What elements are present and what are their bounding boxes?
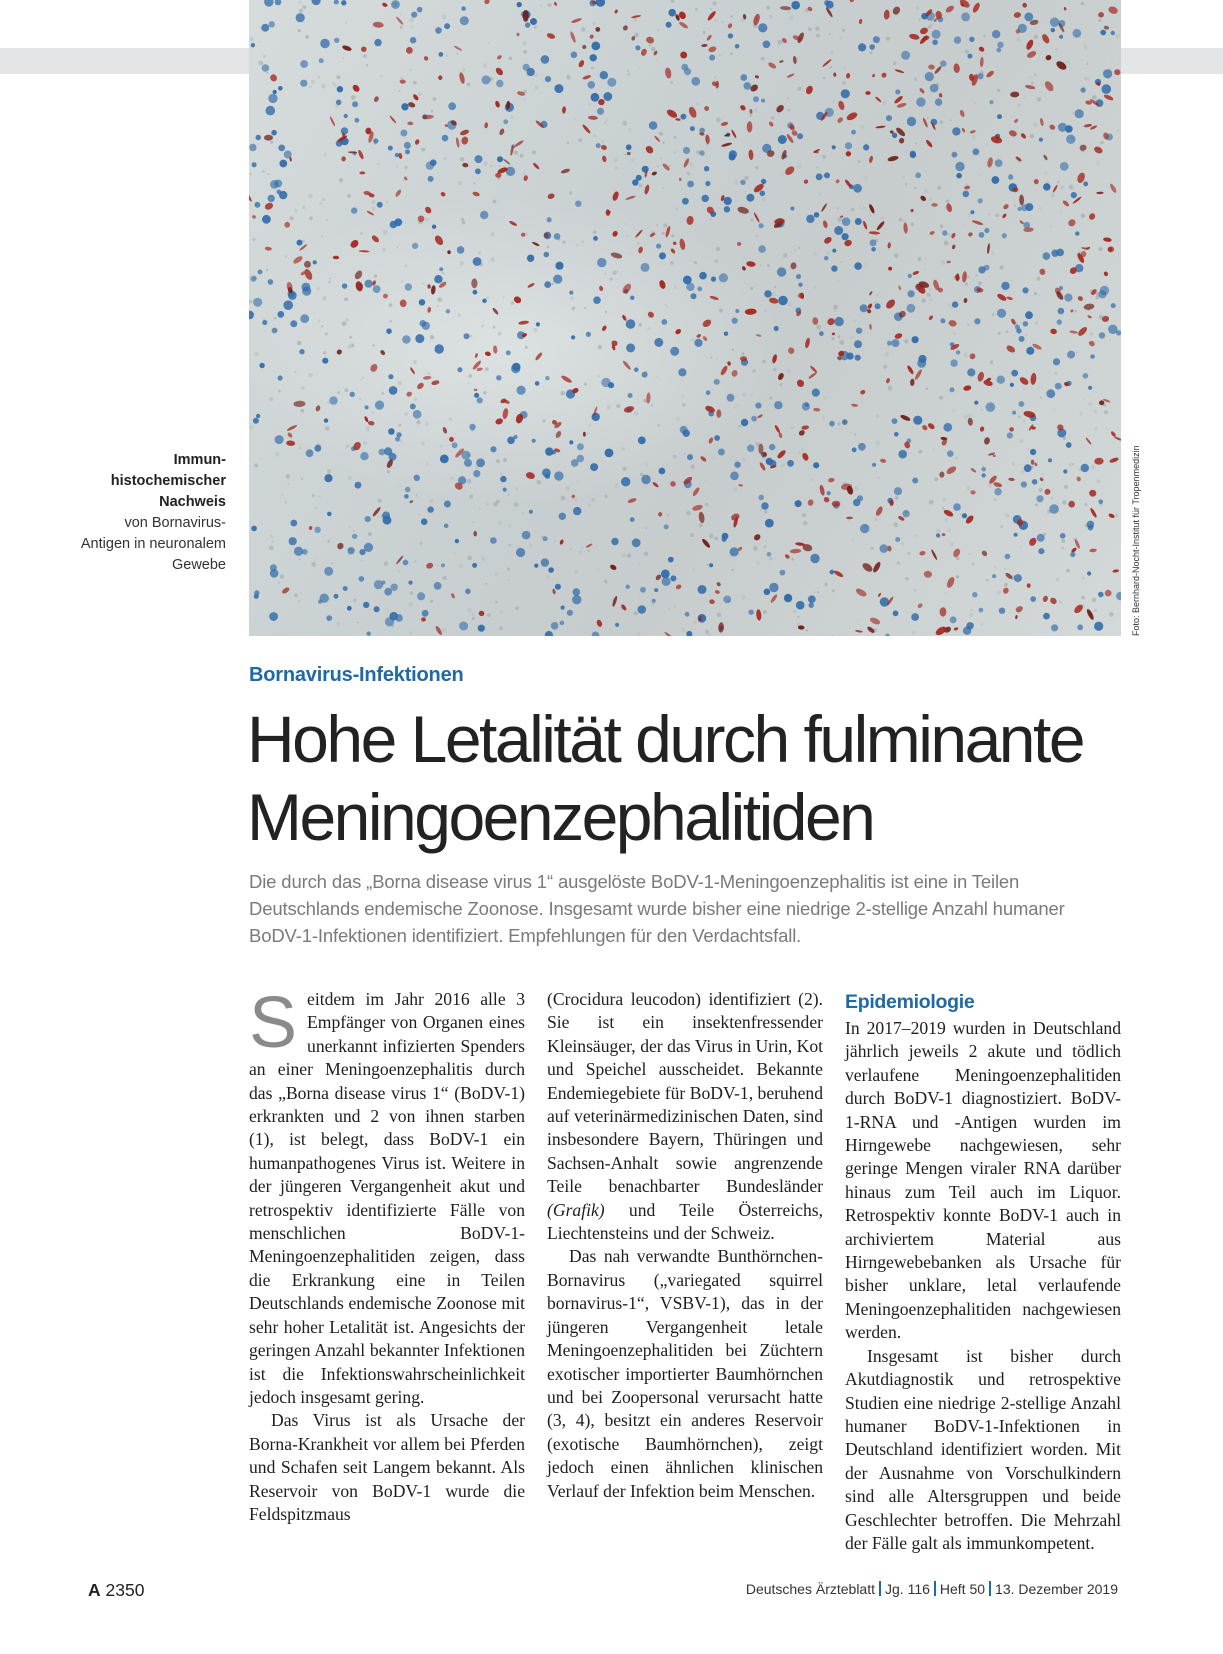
paragraph-2: Das Virus ist als Ursache der Borna-Krankheit vor allem bei Pferden und Schafen seit Langem bekannt. Als Reservoir von BoDV-1 wurde die Feldspitzmaus xyxy=(249,1410,525,1524)
paragraph-4: Das nah verwandte Bunthörnchen-Bornavirus („variegated squirrel bornavirus-1“, VSBV-1), das in der jüngeren Vergangenheit letale Meningoenzephalitiden bei Züchtern exotischer importierter Baumhörnchen und bei Zoopersonal verursacht hatte (3, 4), besitzt ein anderes Reservoir (exotische Baumhörnchen), zeigt jedoch einen ähnlichen klinischen Verlauf der Infektion beim Menschen. xyxy=(547,1246,823,1501)
caption-bold: Immun-histochemischer Nachweis xyxy=(110,452,226,510)
image-caption xyxy=(80,450,226,576)
paragraph-3a: (Crocidura leucodon) identifiziert (2). Sie ist ein insektenfressender Kleinsäuger, der das Virus in Urin, Kot und Speichel ausscheidet. Bekannte Endemiegebiete für BoDV-1, beruhend auf veterinärmedizinischen Daten, sind insbesondere Bayern, Thüringen und Sachsen-Anhalt sowie angrenzende Teile benachbarter Bundesländer xyxy=(547,989,823,1197)
article-lead: Die durch das „Borna disease virus 1“ ausgelöste BoDV-1-Meningoenzephalitis ist eine in Teilen Deutschlands endemische Zoonose. Insgesamt wurde bisher eine niedrige 2-stellige Anzahl humaner BoDV-1-Infektionen identifiziert. Empfehlungen für den Verdachtsfall. xyxy=(249,871,1065,946)
column-3 xyxy=(845,990,1121,1555)
paragraph-1 xyxy=(249,983,525,1409)
paragraph-6: Insgesamt ist bisher durch Akutdiagnostik und retrospektive Studien eine niedrige 2-stellige Anzahl humaner BoDV-1-Infektionen in Deutschland identifiziert worden. Mit der Ausnahme von Vorschulkindern sind alle Altersgruppen und beide Geschlechter betroffen. Die Mehrzahl der Fälle galt als immunkompetent. xyxy=(845,1345,1121,1553)
tissue-stain-pattern xyxy=(249,0,1121,636)
paragraph-5: In 2017–2019 wurden in Deutschland jährlich jeweils 2 akute und tödlich verlaufene Meningoenzephalitiden durch BoDV-1 diagnostiziert. BoDV-1-RNA und -Antigen wurden im Hirngewebe nachgewiesen, sehr geringe Mengen viraler RNA darüber hinaus zum Teil auch im Liquor. Retrospektiv konnte BoDV-1 auch in archiviertem Material aus Hirngewebebanken als Ursache für bisher unklare, letal verlaufende Meningoenzephalitiden nachgewiesen werden. xyxy=(845,1018,1121,1343)
microscopy-image xyxy=(249,0,1121,636)
section-heading: Epidemiologie xyxy=(845,991,975,1013)
article-headline xyxy=(247,700,1147,856)
headline-line-1: Hohe Letalität durch fulminante xyxy=(247,702,1084,776)
article-kicker: Bornavirus-Infektionen xyxy=(249,664,464,686)
page-number-value: 2350 xyxy=(105,1580,145,1600)
separator xyxy=(934,1581,936,1596)
separator xyxy=(879,1581,881,1596)
journal-date: 13. Dezember 2019 xyxy=(995,1581,1118,1597)
column-1 xyxy=(249,983,525,1526)
journal-issue: Heft 50 xyxy=(939,1581,986,1597)
caption-text: von Bornavirus-Antigen in neuronalem Gewebe xyxy=(80,515,226,573)
paragraph-1-text: eitdem im Jahr 2016 alle 3 Empfänger von Organen eines unerkannt infizierten Spenders an einer Meningoenzephalitis durch das „Borna disease virus 1“ (BoDV-1) erkrankten und 2 von ihnen starben (1), ist belegt, dass BoDV-1 ein humanpathogenes Virus ist. Weitere in der jüngeren Vergangenheit akut und retrospektiv identifizierte Fälle von menschlichen BoDV-1-Meningoenzephalitiden zeigen, dass die Erkrankung eine in Teilen Deutschlands endemische Zoonose mit sehr hoher Letalität ist. Angesichts der geringen Anzahl bekannter Infektionen ist die Infektionswahrscheinlichkeit jedoch insgesamt gering. xyxy=(249,989,525,1407)
paragraph-3b: und Teile Österreichs, Liechtensteins und der Schweiz. xyxy=(547,1199,823,1244)
page-prefix: A xyxy=(88,1580,101,1600)
photo-credit: Foto: Bernhard-Nocht-Institut für Tropenmedizin xyxy=(1131,445,1141,636)
separator xyxy=(989,1581,991,1596)
journal-name: Deutsches Ärzteblatt xyxy=(745,1581,875,1597)
journal-footer xyxy=(746,1581,1118,1597)
column-2 xyxy=(547,988,823,1503)
headline-line-2: Meningoenzephalitiden xyxy=(247,780,874,854)
drop-cap: S xyxy=(249,983,298,1063)
page-number xyxy=(88,1580,144,1601)
journal-volume: Jg. 116 xyxy=(885,1581,930,1597)
figure-reference-link[interactable]: (Grafik) xyxy=(547,1199,605,1220)
paragraph-3 xyxy=(547,988,823,1245)
